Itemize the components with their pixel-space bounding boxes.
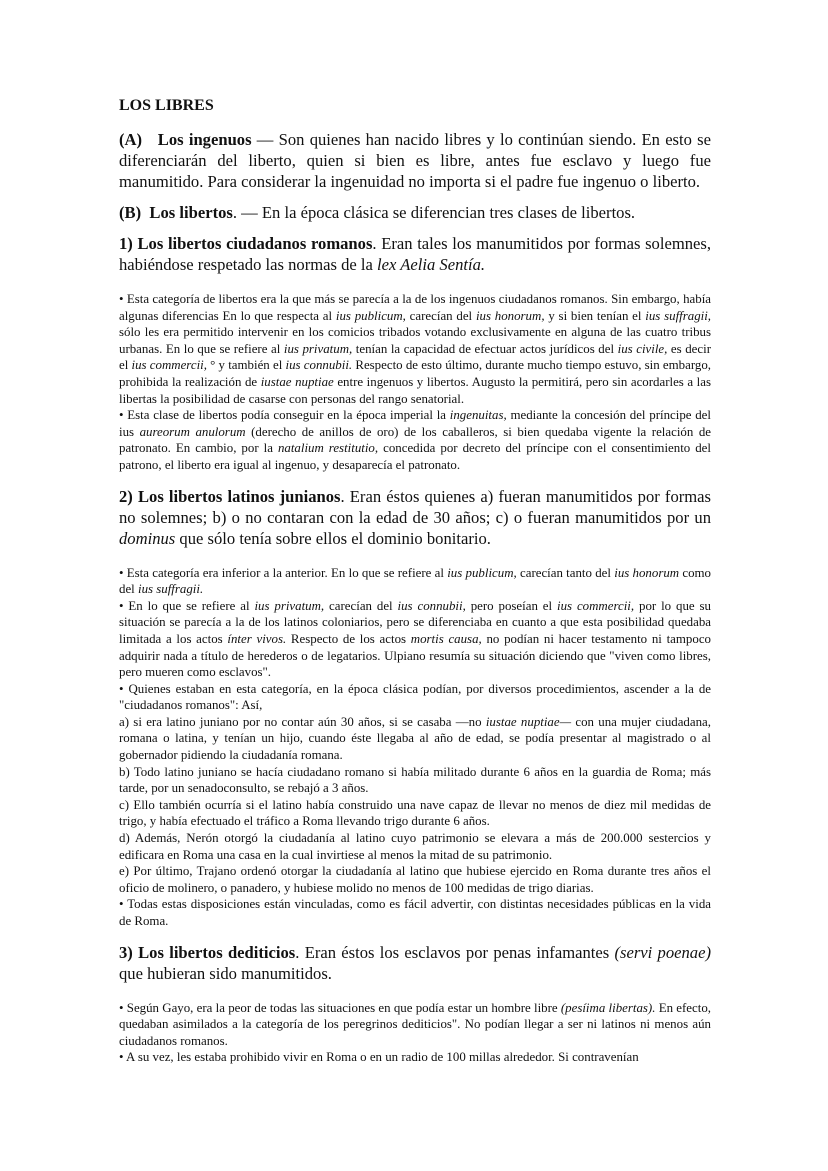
section-a: (A) Los ingenuos — Son quienes han nacido libres y lo continúan siendo. En esto se diferenciarán del liberto, quien si bien es libre, antes fue esclavo y luego fue manumitido. Para considerar la ingenuidad no importa si el padre fue ingenuo o liberto. <box>119 130 711 191</box>
list-item: b) Todo latino juniano se hacía ciudadano romano si había militado durante 6 años en la guardia de Roma; más tarde, por un senadoconsulto, se rebajó a 3 años. <box>119 764 711 796</box>
paragraph: • Según Gayo, era la peor de todas las situaciones en que podía estar un hombre libre (pesíima libertas). En efecto, quedaban asimilados a la categoría de los peregrinos dediticios". No podían llegar a ser ni latinos ni menos aún ciudadanos romanos. <box>119 1000 711 1048</box>
list-item: c) Ello también ocurría si el latino había construido una nave capaz de llevar no menos de diez mil medidas de trigo, y había efectuado el tráfico a Roma llevando trigo durante 6 años. <box>119 797 711 829</box>
section-b: (B) Los libertos. — En la época clásica se diferencian tres clases de libertos. <box>119 203 636 222</box>
paragraph: • Todas estas disposiciones están vinculadas, como es fácil advertir, con distintas necesidades públicas en la vida de Roma. <box>119 897 711 928</box>
section-a-heading: Los ingenuos <box>157 130 252 149</box>
list-item: a) si era latino juniano por no contar aún 30 años, si se casaba —no iustae nuptiae— con una mujer ciudadana, romana o latina, y tenían un hijo, cuando éste llegaba al año de edad, se podía presentar al magistrado o al gobernador pidiendo la ciudadanía romana. <box>119 714 711 763</box>
section-b-label: (B) <box>119 203 142 222</box>
section-3-heading: 3) Los libertos dediticios. Eran éstos los esclavos por penas infamantes (servi poenae) que hubieran sido manumitidos. <box>119 942 711 983</box>
section-1-body <box>119 291 711 474</box>
page-title: LOS LIBRES <box>119 97 214 114</box>
paragraph: • Esta clase de libertos podía conseguir en la época imperial la ingenuitas, mediante la concesión del príncipe del ius aureorum anulorum (derecho de anillos de oro) de los caballeros, si bien quedaba vigente la relación de patronato. En cambio, por la natalium restitutio, concedida por decreto del príncipe con el consentimiento del patrono, el liberto era igual al ingenuo, y desaparecía el patronato. <box>119 408 711 472</box>
paragraph: • En lo que se refiere al ius privatum, carecían del ius connubii, pero poseían el ius commercii, por lo que su situación se parecía a la de los latinos coloniarios, pero se diferenciaba en cuanto a que esta posibilidad quedaba limitada a los actos ínter vivos. Respecto de los actos mortis causa, no podían ni hacer testamento ni tampoco adquirir nada a título de herederos o de legatarios. Ulpiano resumía su situación diciendo que "viven como libres, pero mueren como esclavos". <box>119 598 711 680</box>
section-3-body <box>119 1000 711 1066</box>
section-2-body <box>119 565 711 930</box>
section-a-label: (A) <box>119 130 143 149</box>
paragraph: • Esta categoría de libertos era la que más se parecía a la de los ingenuos ciudadanos romanos. Sin embargo, había algunas diferencias En lo que respecta al ius publicum, carecían del ius honorum, y si bien tenían el ius suffragii, sólo les era permitido intervenir en los comicios tribados votando exclusivamente en alguna de las cuatro tribus urbanas. En lo que se refiere al ius privatum, tenían la capacidad de efectuar actos jurídicos del ius civile, es decir el ius commercii, ° y también el ius connubii. Respecto de esto último, durante mucho tiempo estuvo, sin embargo, prohibida la realización de iustae nuptiae entre ingenuos y libertos. Augusto la permitirá, pero sin acordarles a las libertas la posibilidad de casarse con personas del rango senatorial. <box>119 292 712 406</box>
section-1-heading: 1) Los libertos ciudadanos romanos. Eran tales los manumitidos por formas solemnes, habiéndose respetado las normas de la lex Aelia Sentía. <box>119 234 711 274</box>
paragraph: • A su vez, les estaba prohibido vivir en Roma o en un radio de 100 millas alrededor. Si contravenían <box>119 1050 639 1065</box>
section-2-heading: 2) Los libertos latinos junianos. Eran éstos quienes a) fueran manumitidos por formas no solemnes; b) o no contaran con la edad de 30 años; c) o fueran manumitidos por un dominus que sólo tenía sobre ellos el dominio bonitario. <box>119 486 711 548</box>
section-b-heading: Los libertos <box>149 203 233 222</box>
list-item: d) Además, Nerón otorgó la ciudadanía al latino cuyo patrimonio se elevara a más de 200.000 sestercios y edificara en Roma una casa en la cual invirtiese al menos la mitad de su patrimonio. <box>119 831 711 862</box>
list-item: e) Por último, Trajano ordenó otorgar la ciudadanía al latino que hubiese ejercido en Roma durante tres años el oficio de molinero, o panadero, y hubiese molido no menos de 100 medidas de trigo diarias. <box>119 864 711 895</box>
paragraph: • Esta categoría era inferior a la anterior. En lo que se refiere al ius publicum, carecían tanto del ius honorum como del ius suffragii. <box>119 565 711 597</box>
paragraph: • Quienes estaban en esta categoría, en la época clásica podían, por diversos procedimientos, ascender a la de "ciudadanos romanos": Así, <box>119 681 711 713</box>
